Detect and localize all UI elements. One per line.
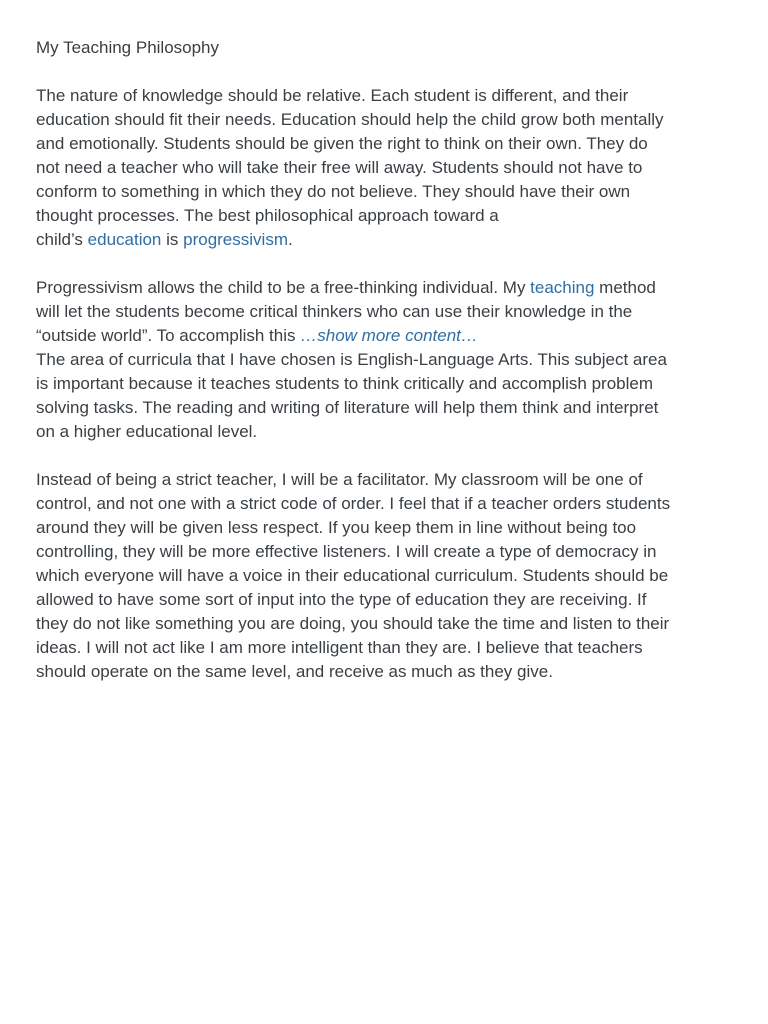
paragraph-2-line: [36, 276, 732, 300]
text-fragment: “outside world”. To accomplish this: [36, 326, 301, 345]
paragraph-1-line: thought processes. The best philosophical approach toward a: [36, 206, 499, 225]
text-fragment: method: [594, 278, 656, 297]
progressivism-link[interactable]: progressivism: [183, 230, 288, 249]
paragraph-2: [36, 276, 732, 348]
teaching-link[interactable]: teaching: [530, 278, 595, 297]
document-title: My Teaching Philosophy: [36, 38, 220, 57]
paragraph-2-line: [36, 324, 732, 348]
paragraph-1-line: education should fit their needs. Education should help the child grow both mentally: [36, 110, 664, 129]
paragraph-4-line: should operate on the same level, and receive as much as they give.: [36, 662, 553, 681]
text-fragment: child’s: [36, 230, 88, 249]
paragraph-1-line: and emotionally. Students should be given the right to think on their own. They do: [36, 134, 648, 153]
paragraph-4-line: they do not like something you are doing, you should take the time and listen to their: [36, 614, 670, 633]
paragraph-4-line: control, and not one with a strict code of order. I feel that if a teacher orders students: [36, 494, 671, 513]
text-fragment: is: [161, 230, 184, 249]
paragraph-4: [36, 468, 732, 684]
text-fragment: .: [287, 230, 293, 249]
paragraph-1-line: The nature of knowledge should be relative. Each student is different, and their: [36, 86, 629, 105]
paragraph-1-last-line: [36, 228, 732, 252]
paragraph-4-line: allowed to have some sort of input into the type of education they are receiving. If: [36, 590, 647, 609]
paragraph-4-line: Instead of being a strict teacher, I will be a facilitator. My classroom will be one of: [36, 470, 643, 489]
text-fragment: Progressivism allows the child to be a free-thinking individual. My: [36, 278, 531, 297]
paragraph-1: [36, 84, 732, 252]
education-link[interactable]: education: [87, 230, 162, 249]
paragraph-3: [36, 348, 732, 444]
paragraph-3-line: The area of curricula that I have chosen is English-Language Arts. This subject area: [36, 350, 667, 369]
paragraph-3-line: is important because it teaches students to think critically and accomplish problem: [36, 374, 654, 393]
paragraph-4-line: which everyone will have a voice in their educational curriculum. Students should be: [36, 566, 669, 585]
paragraph-2-line: will let the students become critical thinkers who can use their knowledge in the: [36, 302, 633, 321]
paragraph-1-line: conform to something in which they do not believe. They should have their own: [36, 182, 631, 201]
paragraph-3-line: solving tasks. The reading and writing of literature will help them think and interpret: [36, 398, 659, 417]
paragraph-4-line: controlling, they will be more effective listeners. I will create a type of democracy in: [36, 542, 657, 561]
paragraph-1-line: not need a teacher who will take their free will away. Students should not have to: [36, 158, 643, 177]
paragraph-3-line: on a higher educational level.: [36, 422, 258, 441]
paragraph-4-line: ideas. I will not act like I am more intelligent than they are. I believe that teachers: [36, 638, 643, 657]
show-more-content-link[interactable]: …show more content…: [300, 326, 478, 345]
paragraph-4-line: around they will be given less respect. If you keep them in line without being too: [36, 518, 637, 537]
